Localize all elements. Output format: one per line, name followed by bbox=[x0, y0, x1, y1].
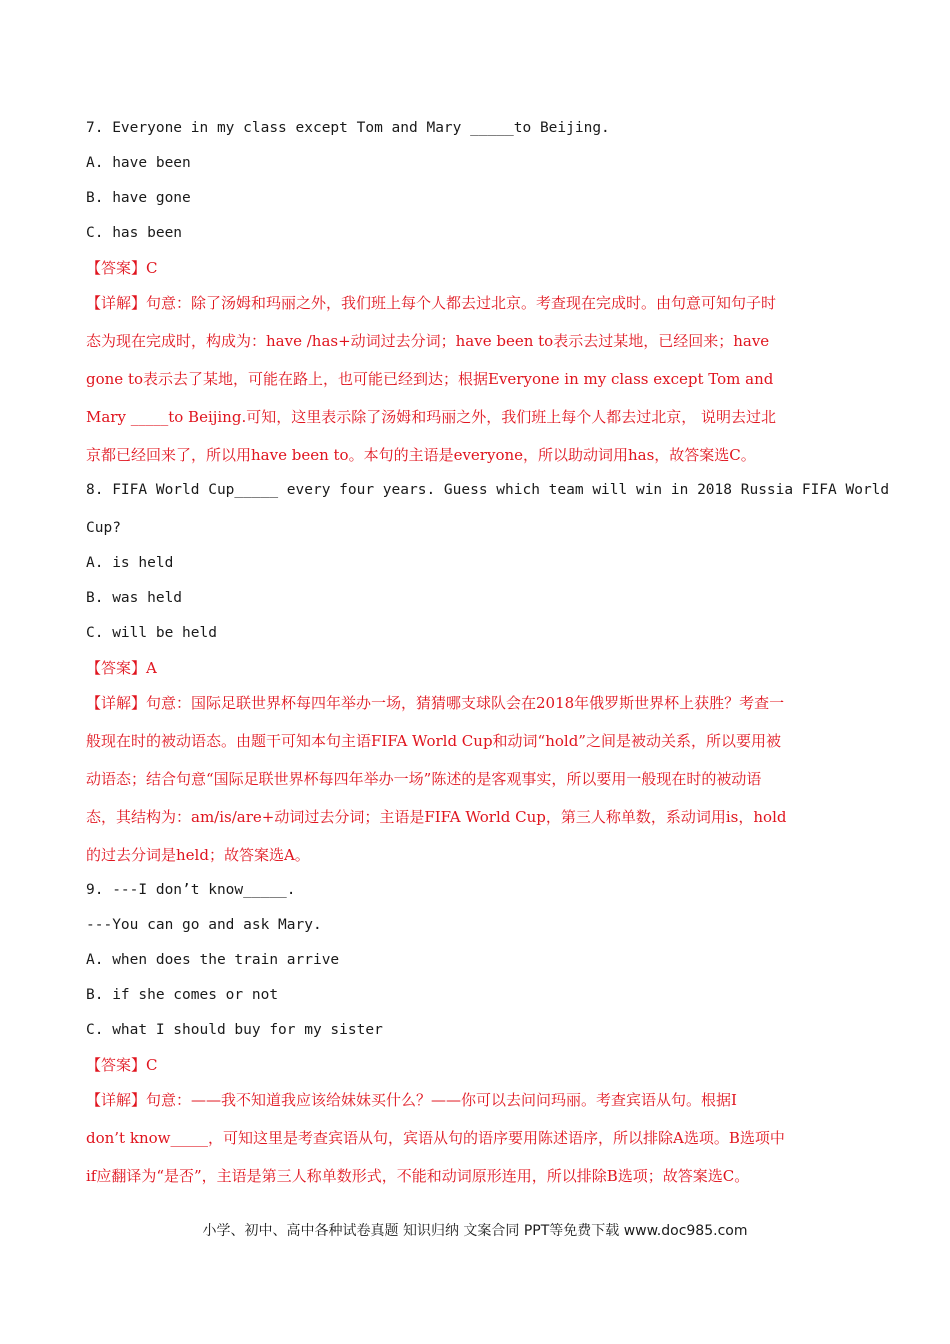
question-7-option-b: B. have gone bbox=[86, 190, 191, 206]
question-9-option-c: C. what I should buy for my sister bbox=[86, 1022, 383, 1038]
question-8-option-c: C. will be held bbox=[86, 625, 217, 641]
question-9-stem: 9. ---I don’t know_____. bbox=[86, 882, 296, 898]
question-9-stem-continuation: ---You can go and ask Mary. bbox=[86, 917, 322, 933]
question-8-explanation-line: 的过去分词是held；故答案选A。 bbox=[86, 846, 310, 864]
question-8-option-b: B. was held bbox=[86, 590, 183, 606]
question-8-stem: 8. FIFA World Cup_____ every four years. Guess which team will win in 2018 Russia FIFA World bbox=[86, 482, 890, 498]
question-7-explanation-line: 【详解】句意：除了汤姆和玛丽之外，我们班上每个人都去过北京。考查现在完成时。由句意可知句子时 bbox=[86, 294, 777, 312]
question-7-option-c: C. has been bbox=[86, 225, 183, 241]
question-8-explanation-line: 般现在时的被动语态。由题干可知本句主语FIFA World Cup和动词“hold”之间是被动关系，所以要用被 bbox=[86, 732, 781, 750]
question-7-explanation-line: 京都已经回来了，所以用have been to。本句的主语是everyone，所以助动词用has，故答案选C。 bbox=[86, 446, 756, 464]
question-9-answer: 【答案】C bbox=[86, 1056, 158, 1074]
question-9-option-a: A. when does the train arrive bbox=[86, 952, 340, 968]
page-footer: 小学、初中、高中各种试卷真题 知识归纳 文案合同 PPT等免费下载 www.doc985.com bbox=[202, 1223, 748, 1239]
question-7-explanation-line: Mary _____to Beijing.可知，这里表示除了汤姆和玛丽之外，我们班上每个人都去过北京， 说明去过北 bbox=[86, 408, 776, 426]
question-9-explanation-line: 【详解】句意：——我不知道我应该给妹妹买什么？——你可以去问问玛丽。考查宾语从句。根据I bbox=[86, 1091, 737, 1109]
question-9-option-b: B. if she comes or not bbox=[86, 987, 279, 1003]
question-9-explanation-line: don’t know_____，可知这里是考查宾语从句，宾语从句的语序要用陈述语序，所以排除A选项。B选项中 bbox=[86, 1129, 785, 1147]
question-8-explanation-line: 态，其结构为：am/is/are+动词过去分词；主语是FIFA World Cup，第三人称单数，系动词用is，hold bbox=[86, 808, 787, 826]
question-8-explanation-line: 动语态；结合句意“国际足联世界杯每四年举办一场”陈述的是客观事实，所以要用一般现在时的被动语 bbox=[86, 770, 762, 788]
question-7-stem: 7. Everyone in my class except Tom and Mary _____to Beijing. bbox=[86, 120, 610, 136]
question-7-answer: 【答案】C bbox=[86, 259, 158, 277]
question-8-option-a: A. is held bbox=[86, 555, 174, 571]
question-7-explanation-line: 态为现在完成时，构成为：have /has+动词过去分词；have been to表示去过某地，已经回来；have bbox=[86, 332, 770, 350]
question-8-answer: 【答案】A bbox=[86, 659, 157, 677]
question-7-explanation-line: gone to表示去了某地，可能在路上，也可能已经到达；根据Everyone in my class except Tom and bbox=[86, 370, 774, 388]
question-9-explanation-line: if应翻译为“是否”，主语是第三人称单数形式，不能和动词原形连用，所以排除B选项；故答案选C。 bbox=[86, 1167, 750, 1185]
question-7-option-a: A. have been bbox=[86, 155, 191, 171]
question-8-stem-continuation: Cup? bbox=[86, 520, 121, 536]
question-8-explanation-line: 【详解】句意：国际足联世界杯每四年举办一场，猜猜哪支球队会在2018年俄罗斯世界杯上获胜？考查一 bbox=[86, 694, 785, 712]
